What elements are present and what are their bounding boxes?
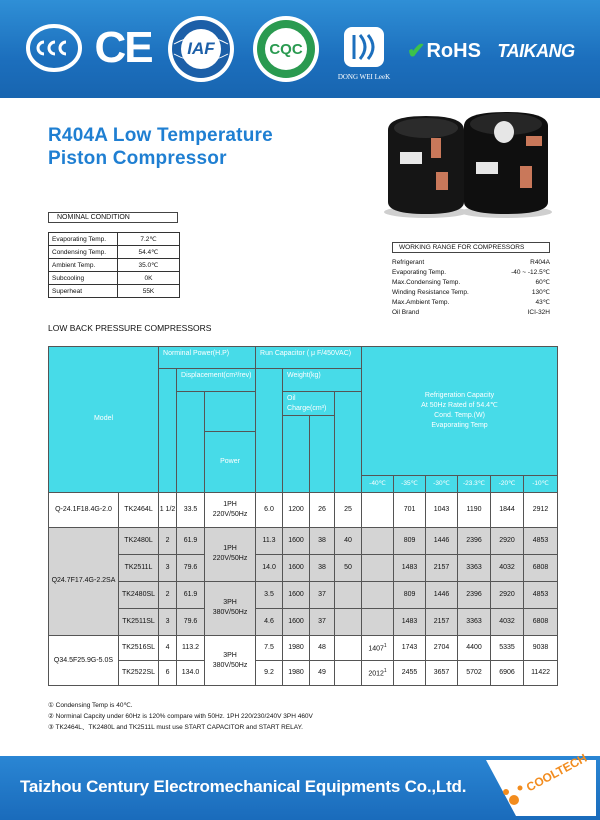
compressor-spec-table bbox=[48, 346, 558, 686]
capacity-cell: 3363 bbox=[458, 554, 491, 581]
hp-cell: 3 bbox=[159, 608, 177, 635]
footnote: ③ TK2464L、TK2480L and TK2511L must use START CAPACITOR and START RELAY. bbox=[48, 724, 303, 731]
capacity-cell: 2704 bbox=[426, 636, 458, 661]
rla-cell: 50 bbox=[335, 554, 362, 581]
nominal-value: 7.2℃ bbox=[118, 233, 180, 246]
footnotes bbox=[48, 700, 568, 733]
table-row bbox=[49, 581, 558, 608]
cap-cell: 7.5 bbox=[256, 636, 283, 661]
header-blank bbox=[205, 391, 256, 432]
disp-cell: 33.5 bbox=[177, 492, 205, 527]
list-item bbox=[392, 278, 550, 288]
capacity-cell bbox=[362, 554, 394, 581]
rla-cell bbox=[335, 636, 362, 661]
power-cell bbox=[205, 636, 256, 686]
weight-cell: 1980 bbox=[283, 660, 310, 685]
wr-value: R404A bbox=[530, 259, 550, 266]
capacity-cell bbox=[362, 492, 394, 527]
cap-cell: 6.0 bbox=[256, 492, 283, 527]
title-line-1: R404A Low Temperature bbox=[48, 125, 273, 146]
rla-cell: 25 bbox=[335, 492, 362, 527]
dongwei-logo: DONG WEI LeeK bbox=[324, 18, 404, 88]
list-item bbox=[392, 308, 550, 318]
oil-cell: 26 bbox=[310, 492, 335, 527]
capacity-line: At 50Hz Rated of 54.4℃ bbox=[421, 401, 498, 409]
disp-cell: 61.9 bbox=[177, 527, 205, 554]
wr-label: Refrigerant bbox=[392, 259, 425, 266]
company-name: Taizhou Century Electromechanical Equipments Co.,Ltd. bbox=[20, 777, 467, 796]
oil-cell: 38 bbox=[310, 527, 335, 554]
disp-cell: 113.2 bbox=[177, 636, 205, 661]
header-blank bbox=[283, 415, 310, 492]
capacity-cell: 4400 bbox=[458, 636, 491, 661]
list-item bbox=[392, 258, 550, 268]
section-title: LOW BACK PRESSURE COMPRESSORS bbox=[48, 323, 212, 333]
column-header-run-capacitor: Run Capacitor ( μ F/450VAC) bbox=[256, 347, 362, 369]
wr-label: Max.Ambient Temp. bbox=[392, 299, 450, 306]
table-row bbox=[49, 660, 558, 685]
table-row bbox=[49, 527, 558, 554]
capacity-cell: 5335 bbox=[491, 636, 524, 661]
footnote-marker: 1 bbox=[383, 643, 387, 650]
capacity-cell: 1844 bbox=[491, 492, 524, 527]
rla-cell bbox=[335, 660, 362, 685]
model-cell: TK2480L bbox=[119, 527, 159, 554]
working-range-header: WORKING RANGE FOR COMPRESSORS bbox=[392, 242, 550, 253]
power-line: 3PH bbox=[223, 651, 237, 659]
capacity-cell: 4032 bbox=[491, 554, 524, 581]
nominal-label: Evaporating Temp. bbox=[49, 233, 118, 246]
working-range-list bbox=[392, 258, 550, 318]
rla-cell: 40 bbox=[335, 527, 362, 554]
capacity-cell: 1446 bbox=[426, 581, 458, 608]
power-line: 220V/50Hz bbox=[212, 510, 248, 518]
nominal-condition-table bbox=[48, 232, 180, 298]
capacity-cell: 6808 bbox=[524, 608, 558, 635]
hp-cell: 4 bbox=[159, 636, 177, 661]
power-line: 220V/50Hz bbox=[212, 555, 248, 563]
power-line: 380V/50Hz bbox=[212, 661, 248, 669]
capacity-cell: 1446 bbox=[426, 527, 458, 554]
temp-header: -35℃ bbox=[394, 475, 426, 492]
nominal-label: Ambient Temp. bbox=[49, 259, 118, 272]
hp-cell: 2 bbox=[159, 581, 177, 608]
oil-cell: 37 bbox=[310, 581, 335, 608]
list-item bbox=[392, 298, 550, 308]
power-cell bbox=[205, 527, 256, 581]
hp-cell: 6 bbox=[159, 660, 177, 685]
footnote-marker: 1 bbox=[383, 668, 387, 675]
ce-logo: CE bbox=[94, 23, 152, 72]
capacity-cell: 809 bbox=[394, 527, 426, 554]
temp-header: -10℃ bbox=[524, 475, 558, 492]
table-header-row bbox=[49, 347, 558, 369]
cap-cell: 3.5 bbox=[256, 581, 283, 608]
column-header-displacement: Displacement(cm³/rev) bbox=[177, 368, 256, 391]
column-header-norminal-power: Norminal Power(H.P) bbox=[159, 347, 256, 369]
series-name: Q34.5F25.9G-5.0S bbox=[49, 636, 119, 686]
capacity-cell: 2396 bbox=[458, 581, 491, 608]
hp-cell: 2 bbox=[159, 527, 177, 554]
capacity-cell: 4032 bbox=[491, 608, 524, 635]
capacity-cell bbox=[362, 527, 394, 554]
cooltech-logo bbox=[486, 750, 596, 816]
capacity-cell: 4853 bbox=[524, 581, 558, 608]
capacity-cell: 5702 bbox=[458, 660, 491, 685]
table-row bbox=[49, 285, 180, 298]
model-cell: TK2511L bbox=[119, 554, 159, 581]
temp-header: -20℃ bbox=[491, 475, 524, 492]
capacity-cell: 4853 bbox=[524, 527, 558, 554]
page-title bbox=[48, 124, 273, 170]
header-blank bbox=[310, 415, 335, 492]
capacity-cell: 1190 bbox=[458, 492, 491, 527]
column-header-power: Power bbox=[205, 432, 256, 492]
capacity-cell: 809 bbox=[394, 581, 426, 608]
cqc-logo-icon: CQC bbox=[251, 14, 321, 84]
capacity-cell: 2396 bbox=[458, 527, 491, 554]
table-row bbox=[49, 233, 180, 246]
taikang-logo: TAIKANG bbox=[497, 40, 575, 61]
capacity-cell: 3363 bbox=[458, 608, 491, 635]
checkmark-icon: ✔ bbox=[407, 38, 426, 63]
oil-cell: 49 bbox=[310, 660, 335, 685]
capacity-cell: 3657 bbox=[426, 660, 458, 685]
model-cell: TK2464L bbox=[119, 492, 159, 527]
oil-cell: 38 bbox=[310, 554, 335, 581]
header-banner bbox=[0, 0, 600, 98]
temp-header: -23.3℃ bbox=[458, 475, 491, 492]
table-row bbox=[49, 259, 180, 272]
dongwei-emblem-icon bbox=[342, 25, 386, 69]
capacity-value: 2012 bbox=[368, 670, 384, 678]
capacity-line: Refrigeration Capacity bbox=[424, 391, 495, 399]
cooltech-text: COOLTECH bbox=[524, 750, 590, 795]
capacity-cell: 11422 bbox=[524, 660, 558, 685]
footnote: ② Norminal Capcity under 60Hz is 120% compare with 50Hz. 1PH 220/230/240V 3PH 460V bbox=[48, 713, 313, 720]
capacity-cell: 1483 bbox=[394, 554, 426, 581]
model-cell: TK2511SL bbox=[119, 608, 159, 635]
nominal-value: 0K bbox=[118, 272, 180, 285]
table-row bbox=[49, 608, 558, 635]
oil-cell: 48 bbox=[310, 636, 335, 661]
table-row bbox=[49, 554, 558, 581]
weight-cell: 1600 bbox=[283, 554, 310, 581]
capacity-cell: 6808 bbox=[524, 554, 558, 581]
capacity-cell: 701 bbox=[394, 492, 426, 527]
disp-cell: 61.9 bbox=[177, 581, 205, 608]
power-line: 3PH bbox=[223, 599, 237, 607]
header-blank bbox=[177, 391, 205, 492]
capacity-cell: 6906 bbox=[491, 660, 524, 685]
capacity-cell: 2912 bbox=[524, 492, 558, 527]
disp-cell: 79.6 bbox=[177, 608, 205, 635]
wr-value: ICI-32H bbox=[527, 309, 550, 316]
model-cell: TK2522SL bbox=[119, 660, 159, 685]
header-blank bbox=[256, 368, 283, 492]
column-header-refrigeration-capacity bbox=[362, 347, 558, 476]
cap-cell: 14.0 bbox=[256, 554, 283, 581]
weight-cell: 1600 bbox=[283, 581, 310, 608]
capacity-cell: 2920 bbox=[491, 527, 524, 554]
nominal-label: Superheat bbox=[49, 285, 118, 298]
column-header-oil-charge: Oil Charge(cm³) bbox=[283, 391, 335, 415]
capacity-cell: 1043 bbox=[426, 492, 458, 527]
capacity-cell: 2920 bbox=[491, 581, 524, 608]
disp-cell: 134.0 bbox=[177, 660, 205, 685]
temp-header: -40℃ bbox=[362, 475, 394, 492]
capacity-line: Evaporating Temp bbox=[431, 421, 488, 429]
wr-value: 43℃ bbox=[535, 299, 550, 306]
footer-banner bbox=[0, 750, 600, 820]
power-line: 1PH bbox=[223, 545, 237, 553]
table-row bbox=[49, 246, 180, 259]
cap-cell: 4.6 bbox=[256, 608, 283, 635]
nominal-label: Condensing Temp. bbox=[49, 246, 118, 259]
capacity-cell: 2455 bbox=[394, 660, 426, 685]
hp-cell: 1 1/2 bbox=[159, 492, 177, 527]
hp-cell: 3 bbox=[159, 554, 177, 581]
wr-label: Winding Resistance Temp. bbox=[392, 289, 469, 296]
cap-cell: 11.3 bbox=[256, 527, 283, 554]
column-header-model: Model bbox=[49, 347, 159, 493]
cap-cell: 9.2 bbox=[256, 660, 283, 685]
capacity-cell bbox=[362, 608, 394, 635]
wr-value: 130℃ bbox=[531, 289, 550, 296]
table-row bbox=[49, 272, 180, 285]
column-header-weight: Weight(kg) bbox=[283, 368, 362, 391]
capacity-cell: 1483 bbox=[394, 608, 426, 635]
power-cell bbox=[205, 581, 256, 635]
wr-label: Max.Condensing Temp. bbox=[392, 279, 461, 286]
wr-label: Evaporating Temp. bbox=[392, 269, 447, 276]
capacity-cell: 9038 bbox=[524, 636, 558, 661]
nominal-value: 54.4℃ bbox=[118, 246, 180, 259]
weight-cell: 1200 bbox=[283, 492, 310, 527]
list-item bbox=[392, 288, 550, 298]
capacity-value: 1407 bbox=[368, 645, 384, 653]
capacity-cell bbox=[362, 636, 394, 661]
oil-cell: 37 bbox=[310, 608, 335, 635]
nominal-value: 55K bbox=[118, 285, 180, 298]
iaf-logo-icon: IAF bbox=[166, 14, 236, 84]
wr-label: Oil Brand bbox=[392, 309, 420, 316]
model-cell: TK2480SL bbox=[119, 581, 159, 608]
footnote: ① Condensing Temp is 40℃. bbox=[48, 702, 133, 709]
ccc-logo-icon bbox=[26, 20, 82, 76]
power-cell bbox=[205, 492, 256, 527]
capacity-cell: 2157 bbox=[426, 608, 458, 635]
nominal-condition-header: NOMINAL CONDITION bbox=[48, 212, 178, 223]
temp-header: -30℃ bbox=[426, 475, 458, 492]
rohs-logo: ✔ RoHS bbox=[407, 38, 481, 63]
weight-cell: 1980 bbox=[283, 636, 310, 661]
capacity-cell bbox=[362, 581, 394, 608]
disp-cell: 79.6 bbox=[177, 554, 205, 581]
power-line: 1PH bbox=[223, 500, 237, 508]
wr-value: 60℃ bbox=[535, 279, 550, 286]
power-line: 380V/50Hz bbox=[212, 609, 248, 617]
wr-value: -40 ~ -12.5℃ bbox=[511, 269, 550, 276]
rla-cell bbox=[335, 608, 362, 635]
capacity-cell bbox=[362, 660, 394, 685]
header-blank bbox=[159, 368, 177, 492]
header-blank bbox=[335, 391, 362, 492]
compressor-product-image bbox=[376, 108, 556, 220]
weight-cell: 1600 bbox=[283, 608, 310, 635]
capacity-line: Cond. Temp.(W) bbox=[434, 411, 485, 419]
table-row bbox=[49, 492, 558, 527]
rla-cell bbox=[335, 581, 362, 608]
nominal-label: Subcooling bbox=[49, 272, 118, 285]
list-item bbox=[392, 268, 550, 278]
series-name: Q-24.1F18.4G-2.0 bbox=[49, 492, 119, 527]
capacity-cell: 1743 bbox=[394, 636, 426, 661]
table-row bbox=[49, 636, 558, 661]
capacity-cell: 2157 bbox=[426, 554, 458, 581]
nominal-value: 35.0℃ bbox=[118, 259, 180, 272]
series-name: Q24.7F17.4G-2.2SA bbox=[49, 527, 119, 635]
title-line-2: Piston Compressor bbox=[48, 148, 227, 169]
weight-cell: 1600 bbox=[283, 527, 310, 554]
model-cell: TK2516SL bbox=[119, 636, 159, 661]
